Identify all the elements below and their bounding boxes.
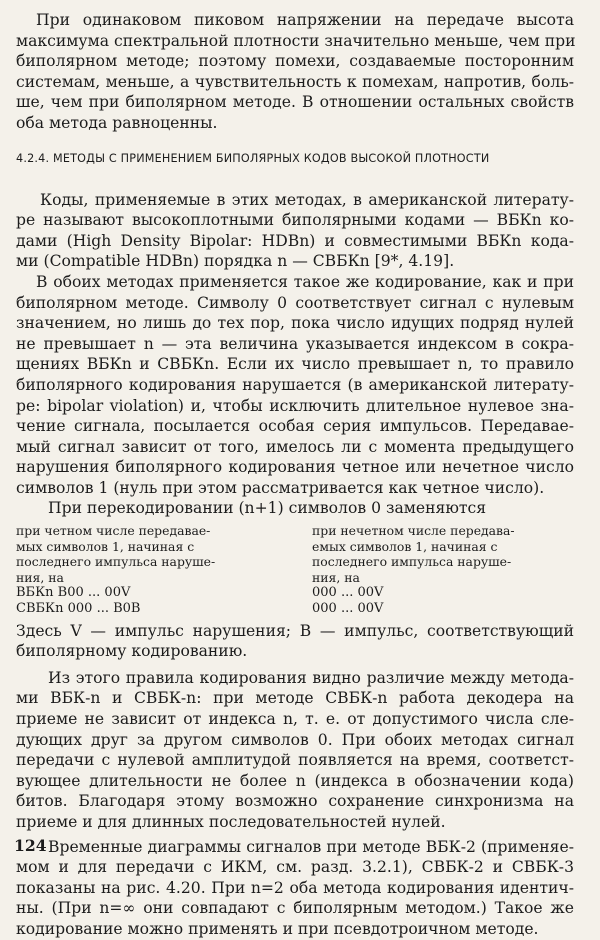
text-line: Временные диаграммы сигналов при методе ВБК-2 (применяе- [48, 837, 574, 856]
text-line: В обоих методах применяется такое же кодирование, как и при [36, 272, 574, 291]
text-line: оба метода равноценны. [16, 113, 218, 132]
text-line: биполярном методе. Символу 0 соответствует сигнал с нулевым [16, 293, 574, 312]
text-line: приеме не зависит от индекса n, т. е. от допустимого числа сле- [16, 710, 574, 728]
text-line: чение сигнала, посылается особая серия импульсов. Передавае- [16, 417, 574, 436]
odd-case-column [312, 523, 574, 617]
text-line: показаны на рис. 4.20. При n=2 оба метода кодирования идентич- [16, 878, 574, 897]
text-line: вующее длительности не более n (индекса в обозначении кода) [16, 771, 574, 790]
text-line: щениях ВБКn и СВБКn. Если их число превышает n, то правило [16, 355, 574, 374]
text-line: ше, чем при биполярном методе. В отношении остальных свойств [16, 93, 574, 112]
text-line: последнего импульса наруше- [16, 554, 216, 570]
paragraph-6 [16, 668, 574, 833]
text-line: биполярном методе; поэтому помехи, создаваемые посторонним [16, 52, 574, 71]
text-line: системам, меньше, а чувствительность к помехам, напротив, боль- [16, 72, 574, 91]
code-sequence: 000 ... 00V [312, 601, 384, 617]
paragraph-5 [16, 621, 574, 662]
text-line: битов. Благодаря этому возможно сохранение синхронизма на [16, 792, 574, 811]
text-line: При перекодировании (n+1) символов 0 заменяются [48, 499, 487, 518]
text-line: биполярному кодированию. [16, 642, 248, 661]
replacement-columns [16, 523, 574, 617]
text-line: при нечетном числе передава- [312, 523, 515, 539]
section-heading: 4.2.4. МЕТОДЫ С ПРИМЕНЕНИЕМ БИПОЛЯРНЫХ КОДОВ ВЫСОКОЙ ПЛОТНОСТИ [16, 151, 490, 165]
text-line: ре называют высокоплотными биполярными кодами — ВБКn ко- [16, 211, 574, 230]
text-line: ния, на [16, 569, 64, 585]
paragraph-7 [16, 837, 574, 940]
text-line: мый сигнал зависит от того, имелось ли с момента предыдущего [16, 437, 574, 456]
text-line: Коды, применяемые в этих методах, в американской литерату- [40, 190, 574, 209]
code-sequence: 000 ... 00V [312, 585, 384, 601]
text-line: символов 1 (нуль при этом рассматривается как четное число). [16, 478, 545, 497]
text-line: Здесь V — импульс нарушения; B — импульс, соответствующий [16, 621, 574, 640]
text-line: ны. (При n=∞ они совпадают с биполярным методом.) Такое же [16, 899, 574, 918]
text-line: биполярного кодирования нарушается (в американской литерату- [16, 375, 574, 394]
text-line: последнего импульса наруше- [312, 554, 512, 570]
text-line: дами (High Density Bipolar: HDBn) и совместимыми ВБКn кода- [16, 231, 574, 250]
text-line: при четном числе передавае- [16, 523, 211, 539]
text-line: мых символов 1, начиная с [16, 538, 195, 554]
text-line: ми (Compatible HDBn) порядка n — СВБКn [9*, 4.19]. [16, 252, 455, 271]
text-line: не превышает n — эта величина указывается индексом в сокра- [16, 334, 574, 353]
text-line: максимума спектральной плотности значительно меньше, чем при [16, 31, 576, 50]
text-line: ния, на [312, 569, 360, 585]
text-line: передачи с нулевой амплитудой появляется на время, соответст- [16, 751, 574, 770]
paragraph-1 [16, 10, 574, 134]
text-line: ре: bipolar violation) и, чтобы исключить длительное нулевое зна- [16, 396, 574, 415]
text-line: Из этого правила кодирования видно различие между метода- [48, 668, 574, 687]
text-line: дующих друг за другом символов 0. При обоих методах сигнал [16, 730, 574, 749]
text-line: значением, но лишь до тех пор, пока число идущих подряд нулей [16, 314, 574, 333]
page-number: 124 [14, 836, 47, 855]
paragraph-2 [16, 190, 574, 272]
code-sequence: СВБКn 000 ... В0В [16, 601, 141, 617]
paragraph-4 [16, 498, 574, 519]
text-line: мом и для передачи с ИКМ, см. разд. 3.2.1), СВБК-2 и СВБК-3 [16, 858, 574, 877]
text-line: ми ВБК-n и СВБК-n: при методе СВБК-n работа декодера на [16, 689, 574, 708]
paragraph-3 [16, 272, 574, 499]
text-line: кодирование можно применять и при псевдотроичном методе. [16, 919, 539, 938]
text-line: емых символов 1, начиная с [312, 538, 498, 554]
text-line: приеме и для длинных последовательностей нулей. [16, 812, 446, 831]
code-sequence: ВБКn В00 ... 00V [16, 585, 131, 601]
text-line: При одинаковом пиковом напряжении на передаче высота [36, 11, 574, 29]
even-case-column [16, 523, 278, 617]
text-line: нарушения биполярного кодирования четное или нечетное число [16, 458, 574, 477]
